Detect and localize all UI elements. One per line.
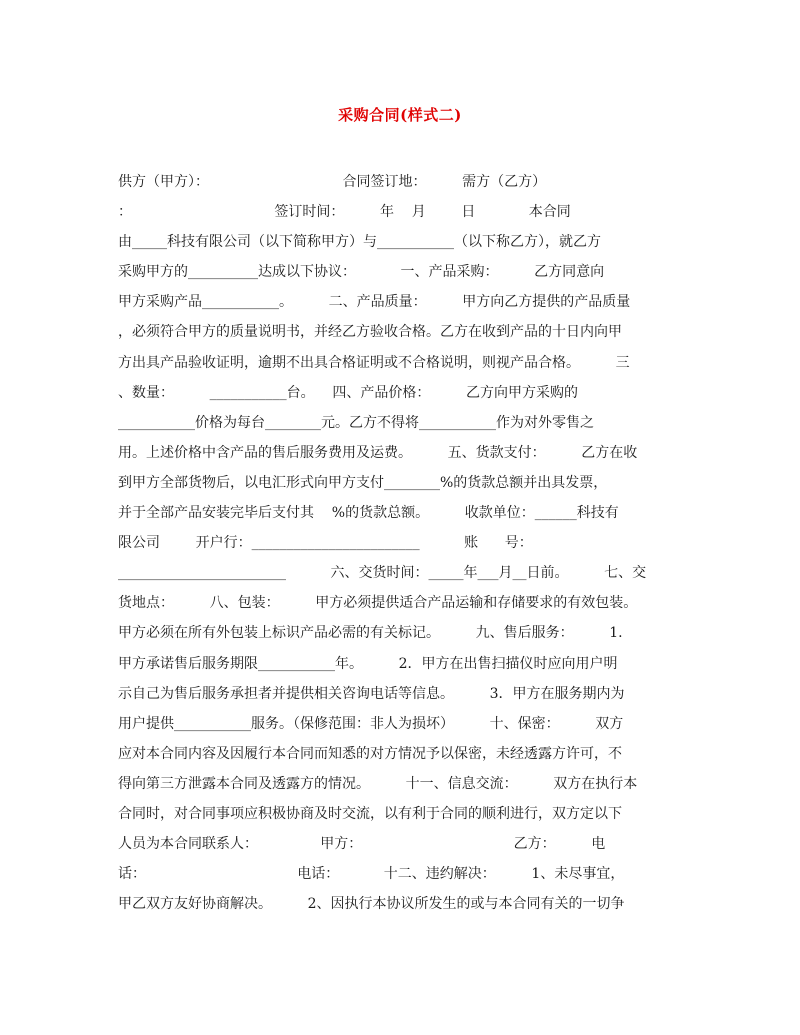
body-line: 人员为本合同联系人： 甲方： 乙方： 电	[118, 836, 606, 853]
body-line: 限公司 开户行：________________________ 账 号：	[118, 535, 533, 552]
body-line: 采购甲方的__________达成以下协议： 一、产品采购： 乙方同意向	[118, 264, 605, 281]
body-line: 甲乙双方友好协商解决。 2、因执行本协议所发生的或与本合同有关的一切争	[118, 896, 625, 913]
body-line: 供方（甲方）： 合同签订地： 需方（乙方）	[118, 174, 547, 190]
body-line: 方出具产品验收证明，逾期不出具合格证明或不合格说明，则视产品合格。 三	[118, 354, 630, 371]
body-line: ___________价格为每台________元。乙方不得将___________作为对外零售之	[118, 414, 594, 431]
body-line: 话： 电话： 十二、违约解决： 1、未尽事宜，	[118, 866, 625, 883]
body-line: 用户提供___________服务。（保修范围：非人为损坏） 十、保密： 双方	[118, 715, 624, 732]
body-line: 并于全部产品安装完毕后支付其 %的货款总额。 收款单位：______科技有	[118, 505, 619, 522]
body-line: 、数量： ___________台。 四、产品价格： 乙方向甲方采购的	[118, 384, 579, 401]
body-line: 货地点： 八、包装： 甲方必须提供适合产品运输和存储要求的有效包装。	[118, 595, 638, 612]
body-line: 到甲方全部货物后，以电汇形式向甲方支付________%的货款总额并出具发票，	[118, 474, 608, 491]
document-title: 采购合同(样式二)	[338, 106, 462, 124]
body-line: 用。上述价格中含产品的售后服务费用及运费。 五、货款支付： 乙方在收	[118, 444, 638, 461]
body-line: ： 签订时间： 年 月 日 本合同	[118, 204, 571, 221]
body-line: 示自己为售后服务承担者并提供相关咨询电话等信息。 3．甲方在服务期内为	[118, 685, 625, 702]
body-line: 甲方承诺售后服务期限___________年。 2．甲方在出售扫描仪时应向用户明	[118, 655, 618, 672]
body-line: ，必须符合甲方的质量说明书，并经乙方验收合格。乙方在收到产品的十日内向甲	[118, 324, 622, 341]
body-line: 得向第三方泄露本合同及透露方的情况。 十一、信息交流： 双方在执行本	[118, 775, 638, 792]
contract-body	[118, 167, 688, 919]
body-line: 甲方必须在所有外包装上标识产品必需的有关标记。 九、售后服务： 1.	[118, 625, 623, 642]
body-line: 由_____科技有限公司（以下简称甲方）与___________（以下称乙方），就乙方	[118, 234, 601, 251]
body-line: 应对本合同内容及因履行本合同而知悉的对方情况予以保密，未经透露方许可，不	[118, 745, 622, 762]
body-line: 合同时，对合同事项应积极协商及时交流，以有利于合同的顺利进行，双方定以下	[118, 805, 622, 822]
body-line: ________________________ 六、交货时间：_____年___月__日前。 七、交	[118, 565, 647, 582]
body-line: 甲方采购产品___________。 二、产品质量： 甲方向乙方提供的产品质量	[118, 294, 631, 311]
